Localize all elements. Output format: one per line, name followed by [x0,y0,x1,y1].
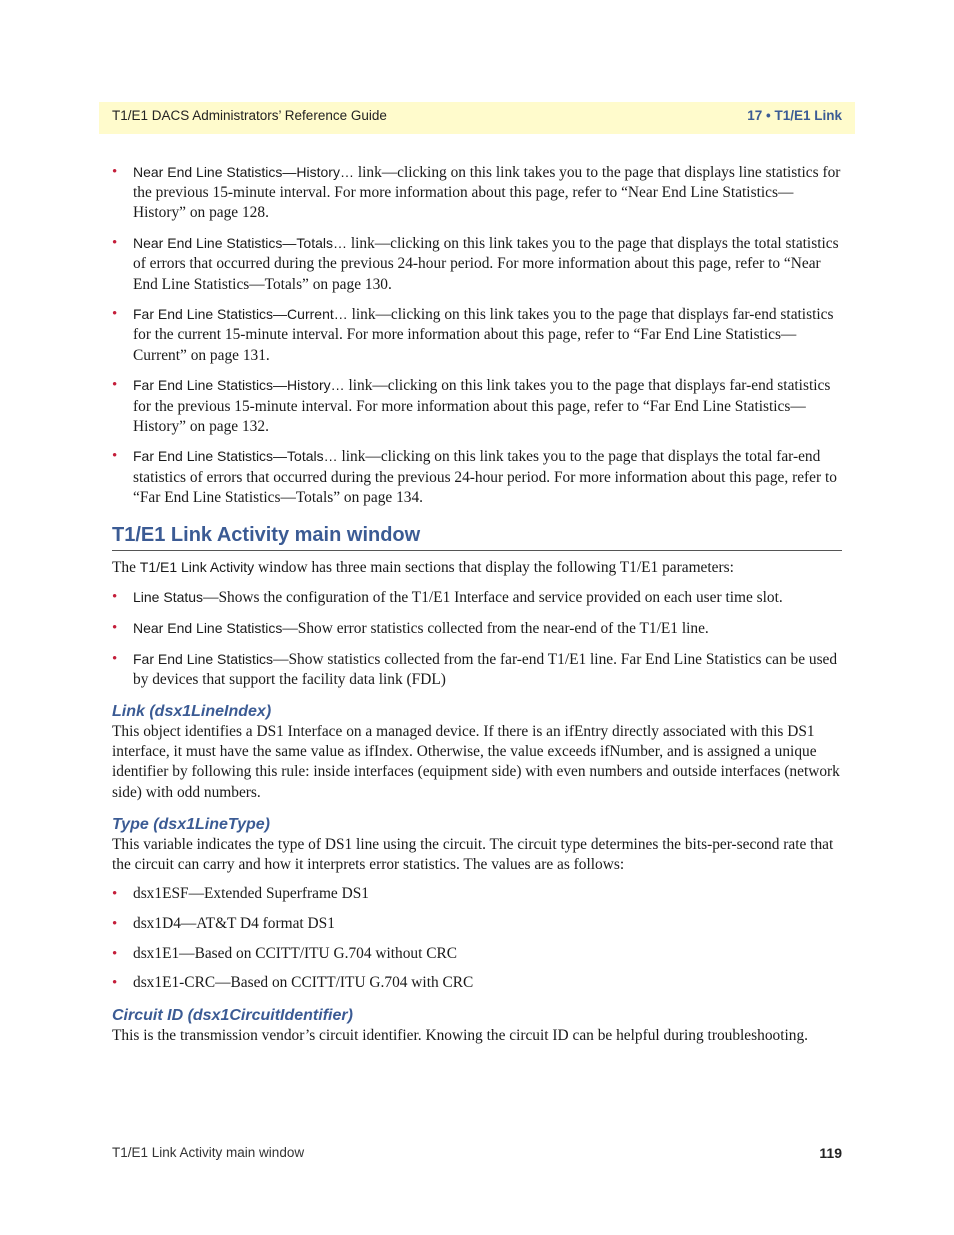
bullet-icon: • [112,164,118,180]
bullet-icon: • [112,886,118,903]
link-term: Near End Line Statistics—Totals… [133,235,347,252]
list-item [112,446,842,508]
item-text: —Show statistics collected from the far-end T1/E1 line. Far End Line Statistics can be used by devices that support the facility data link (FDL) [133,650,838,688]
header-chapter: 17 • T1/E1 Link [747,108,842,123]
bullet-icon: • [112,975,118,992]
section-heading: T1/E1 Link Activity main window [112,522,842,551]
item-text: dsx1E1-CRC—Based on CCITT/ITU G.704 with CRC [133,974,474,992]
type-bullet-list [112,884,842,993]
intro-text: The [112,559,140,577]
item-text: —Show error statistics collected from the near-end of the T1/E1 line. [282,619,709,637]
list-item [112,304,842,366]
bullet-icon: • [112,589,118,606]
circuit-subheading: Circuit ID (dsx1CircuitIdentifier) [112,1006,353,1024]
type-subheading: Type (dsx1LineType) [112,815,270,833]
link-term: Near End Line Statistics—History… [133,164,354,180]
page-number: 119 [819,1145,842,1161]
bullet-icon: • [112,377,118,394]
section-bullet-list [112,587,842,690]
item-text: dsx1D4—AT&T D4 format DS1 [133,914,335,932]
param-term: Far End Line Statistics [133,650,274,667]
item-text: —Shows the configuration of the T1/E1 Interface and service provided on each user time slot. [203,589,783,607]
item-text: dsx1E1—Based on CCITT/ITU G.704 without CRC [133,944,458,962]
list-item [112,914,842,934]
list-item [112,618,842,639]
link-subheading: Link (dsx1LineIndex) [112,703,272,721]
header-guide-title: T1/E1 DACS Administrators’ Reference Guide [112,108,387,123]
bullet-icon: • [112,650,118,667]
bullet-icon: • [112,619,118,636]
list-item [112,162,842,224]
list-item [112,375,842,437]
window-term: T1/E1 Link Activity [139,559,255,576]
param-term: Line Status [133,589,204,606]
link-term: Far End Line Statistics—Current… [133,306,348,323]
list-item [112,587,842,608]
link-paragraph: This object identifies a DS1 Interface on a managed device. If there is an ifEntry directly associated with this DS1 interface, it must have the same value as ifIndex. Otherwise, the value exceeds ifNumber, and is assigned a unique identifier by following this rule: inside interfaces (equipment side) with even numbers and outside interfaces (network side) with odd numbers. [112,723,840,801]
list-item [112,944,842,964]
param-term: Near End Line Statistics [133,619,283,636]
bullet-icon: • [112,915,118,932]
intro-text: window has three main sections that display the following T1/E1 parameters: [254,559,734,577]
footer-section-title: T1/E1 Link Activity main window [112,1145,305,1160]
item-text: link—clicking on this link takes you to the page that displays the total statistics of errors that occurred during the previous 24-hour period. For more information about this page, refer to “Near End Line Statistics—Totals” on page 130. [133,235,839,293]
item-text: link—clicking on this link takes you to the page that displays far-end statistics for the previous 15-minute interval. For more information about this page, refer to “Far End Line Statistics—History” on page 132. [133,377,831,435]
item-text: dsx1ESF—Extended Superframe DS1 [133,885,369,903]
list-item [112,649,842,690]
item-text: link—clicking on this link takes you to the page that displays line statistics for the previous 15-minute interval. For more information about this page, refer to “Near End Line Statistics—History” on page 128. [133,164,841,222]
type-paragraph: This variable indicates the type of DS1 line using the circuit. The circuit type determines the bits-per-second rate that the circuit can carry and how it interprets error statistics. The values are as follows: [112,835,834,874]
running-header [99,102,855,134]
list-item [112,233,842,295]
bullet-icon: • [112,945,118,962]
circuit-paragraph: This is the transmission vendor’s circuit identifier. Knowing the circuit ID can be helpful during troubleshooting. [112,1026,809,1044]
bullet-icon: • [112,448,118,465]
link-term: Far End Line Statistics—Totals… [133,448,338,465]
section-intro [112,557,842,578]
item-text: link—clicking on this link takes you to the page that displays the total far-end statistics of errors that occurred during the previous 24-hour period. For more information about this page, refer to “Far End Line Statistics—Totals” on page 134. [133,448,837,506]
bullet-icon: • [112,235,118,252]
bullet-icon: • [112,306,118,323]
page-content [112,162,842,1055]
list-item [112,884,842,904]
list-item [112,973,842,993]
link-term: Far End Line Statistics—History… [133,377,345,394]
link-bullet-list [112,162,842,508]
item-text: link—clicking on this link takes you to the page that displays far-end statistics for the current 15-minute interval. For more information about this page, refer to “Far End Line Statistics—Current” on page 131. [133,306,834,364]
